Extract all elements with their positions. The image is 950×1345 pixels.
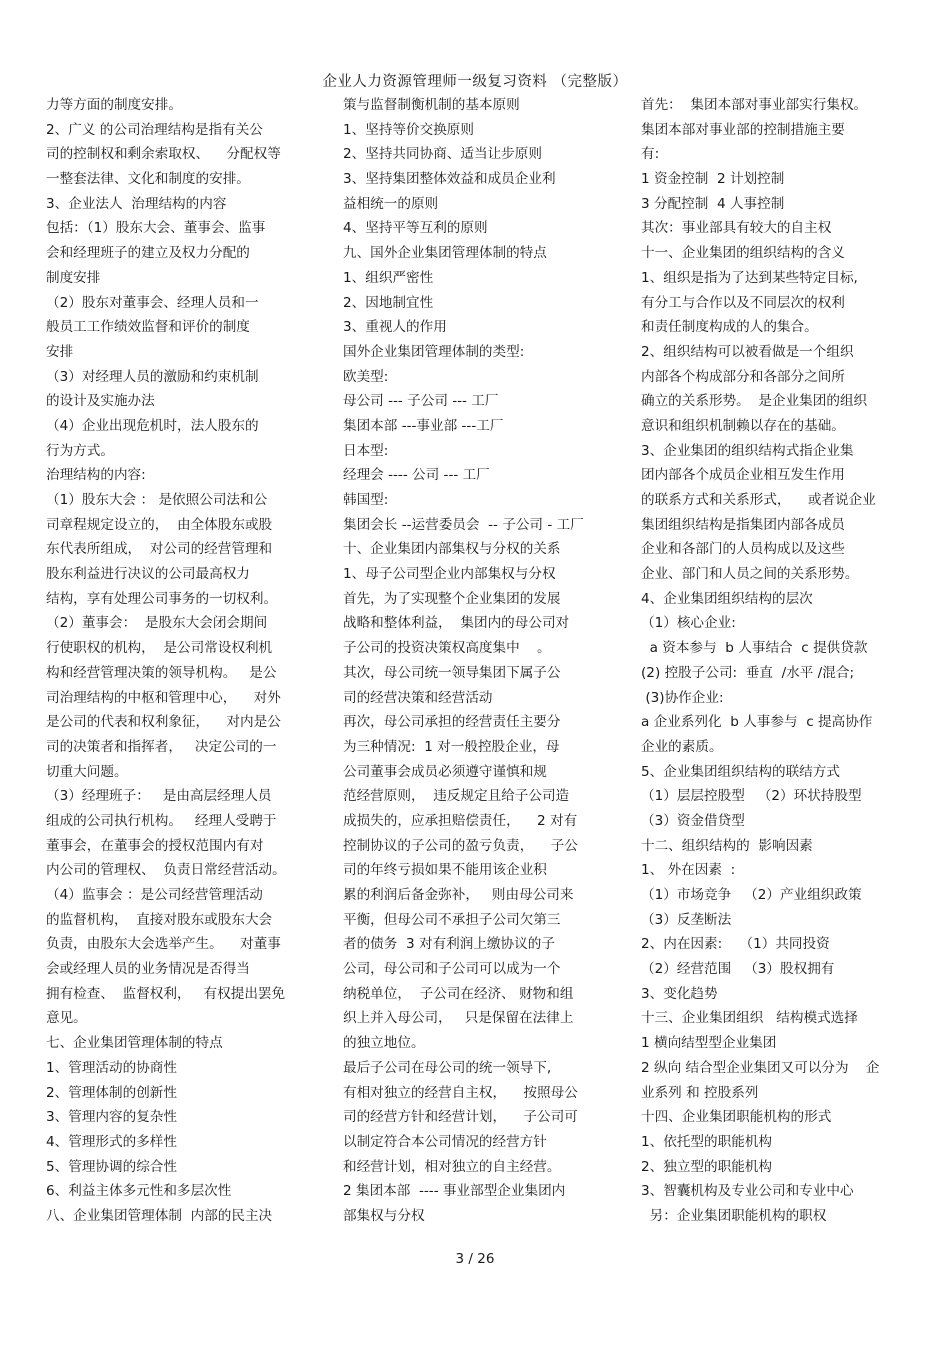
text-line: a 资本参与 b 人事结合 c 提供贷款 — [641, 640, 868, 657]
text-line: 再次，母公司承担的经营责任主要分 — [343, 714, 561, 731]
text-line: （3）经理班子： 是由高层经理人员 — [46, 788, 272, 805]
text-line: 十三、企业集团组织 结构模式选择 — [641, 1010, 858, 1027]
text-line: 2、坚持共同协商、适当让步原则 — [343, 146, 542, 163]
text-line: 1、组织是指为了达到某些特定目标, — [641, 269, 858, 286]
text-line: 的设计及实施办法 — [46, 393, 155, 410]
text-line: 意识和组织机制赖以存在的基础。 — [641, 417, 845, 434]
text-line: 织上并入母公司， 只是保留在法律上 — [343, 1010, 574, 1027]
text-line: 行为方式。 — [46, 442, 114, 459]
text-line: 董事会，在董事会的授权范围内有对 — [46, 837, 264, 854]
text-column-middle — [343, 93, 618, 1229]
text-line: 累的利润后备金弥补， 则由母公司来 — [343, 887, 574, 903]
text-line: 平衡，但母公司不承担子公司欠第三 — [343, 911, 561, 928]
text-line: 1、依托型的职能机构 — [641, 1133, 772, 1150]
text-line: 八、企业集团管理体制 内部的民主决 — [46, 1207, 273, 1224]
text-line: 2、广义 的公司治理结构是指有关公 — [46, 121, 263, 138]
text-line: 1、 外在因素 : — [641, 862, 736, 879]
text-line: 1、组织严密性 — [343, 269, 434, 286]
text-line: 2 集团本部 ---- 事业部型企业集团内 — [343, 1183, 566, 1200]
text-line: 2、管理体制的创新性 — [46, 1084, 177, 1101]
text-line: (3)协作企业: — [641, 689, 724, 706]
text-line: 日本型: — [343, 442, 389, 459]
text-line: 和责任制度构成的人的集合。 — [641, 319, 818, 336]
text-line: （1）层层控股型 （2）环状持股型 — [641, 788, 862, 805]
text-line: 确立的关系形势。 是企业集团的组织 — [641, 393, 868, 410]
text-line: 6、利益主体多元性和多层次性 — [46, 1183, 232, 1200]
text-line: 司治理结构的中枢和管理中心， 对外 — [46, 689, 281, 706]
text-line: 4、企业集团组织结构的层次 — [641, 590, 813, 607]
text-line: 拥有检查、 监督权利， 有权提出罢免 — [46, 985, 286, 1002]
text-line: 韩国型: — [343, 492, 389, 508]
text-line: 包括：（1）股东大会、董事会、监事 — [46, 220, 266, 237]
text-line: 1、管理活动的协商性 — [46, 1059, 177, 1076]
text-line: 结构，享有处理公司事务的一切权利。 — [46, 590, 278, 607]
text-line: 集团组织结构是指集团内部各成员 — [641, 516, 845, 533]
text-line: 意见。 — [46, 1010, 87, 1027]
text-line: （3）反垄断法 — [641, 911, 732, 928]
text-line: 其次：事业部具有较大的自主权 — [641, 220, 832, 237]
text-line: （3）对经理人员的激励和约束机制 — [46, 368, 259, 385]
text-line: 其次，母公司统一领导集团下属子公 — [343, 664, 561, 681]
text-line: 会和经理班子的建立及权力分配的 — [46, 245, 250, 262]
text-line: 十二、组织结构的 影响因素 — [641, 837, 813, 854]
text-line: 部集权与分权 — [343, 1207, 425, 1224]
text-line: 益相统一的原则 — [343, 195, 439, 212]
text-line: 司的控制权和剩余索取权、 分配权等 — [46, 146, 281, 163]
text-line: 的独立地位。 — [343, 1035, 425, 1052]
text-line: 治理结构的内容: — [46, 467, 146, 484]
text-line: 切重大问题。 — [46, 763, 128, 780]
text-line: 集团会长 --运营委员会 -- 子公司 - 工厂 — [343, 516, 584, 533]
text-line: 企业的素质。 — [641, 738, 723, 755]
text-line: 七、企业集团管理体制的特点 — [46, 1035, 223, 1052]
text-line: 子公司的投资决策权高度集中 。 — [343, 640, 551, 657]
text-line: 3、重视人的作用 — [343, 319, 447, 336]
text-line: 经理会 ---- 公司 --- 工厂 — [343, 467, 490, 484]
text-line: 控制协议的子公司的盈亏负责， 子公 — [343, 837, 578, 854]
text-line: 东代表所组成， 对公司的经营管理和 — [46, 541, 273, 558]
text-line: 5、企业集团组织结构的联结方式 — [641, 763, 840, 780]
text-line: 十一、企业集团的组织结构的含义 — [641, 245, 845, 262]
text-line: 战略和整体利益， 集团内的母公司对 — [343, 615, 570, 632]
text-line: 构和经营管理决策的领导机构。 是公 — [46, 664, 277, 681]
text-line: 的联系方式和关系形式， 或者说企业 — [641, 492, 876, 508]
text-column-right — [641, 93, 909, 1229]
text-line: 1 资金控制 2 计划控制 — [641, 171, 785, 188]
text-line: 有分工与合作以及不同层次的权利 — [641, 294, 845, 311]
text-line: （4）企业出现危机时，法人股东的 — [46, 417, 259, 434]
text-line: 有: — [641, 146, 660, 163]
text-line: 股东利益进行决议的公司最高权力 — [46, 566, 250, 583]
page-number: 3 / 26 — [455, 1251, 495, 1267]
text-line: 内部各个构成部分和各部分之间所 — [641, 368, 845, 385]
text-line: 一整套法律、文化和制度的安排。 — [46, 171, 250, 188]
text-line: 和经营计划，相对独立的自主经营。 — [343, 1158, 561, 1175]
document-title: 企业人力资源管理师一级复习资料 （完整版） — [322, 74, 628, 90]
text-line: 是公司的代表和权利象征， 对内是公 — [46, 714, 281, 731]
text-line: 1、母子公司型企业内部集权与分权 — [343, 566, 556, 583]
text-line: 首先： 集团本部对事业部实行集权。 — [641, 97, 868, 113]
text-line: 2、内在因素: （1）共同投资 — [641, 936, 830, 953]
text-line: 3、坚持集团整体效益和成员企业利 — [343, 171, 556, 188]
text-line: 2、独立型的职能机构 — [641, 1158, 772, 1175]
text-line: 企业、部门和人员之间的关系形势。 — [641, 566, 859, 583]
text-line: 有相对独立的经营自主权， 按照母公 — [343, 1084, 578, 1101]
text-line: 2、因地制宜性 — [343, 294, 434, 311]
text-line: 企业和各部门的人员构成以及这些 — [641, 541, 845, 558]
text-line: 策与监督制衡机制的基本原则 — [343, 97, 520, 113]
text-line: 司的年终亏损如果不能用该企业积 — [343, 862, 547, 879]
text-line: 1 横向结型型企业集团 — [641, 1035, 777, 1052]
text-line: 纳税单位， 子公司在经济、 财物和组 — [343, 985, 574, 1002]
text-line: 3、智囊机构及专业公司和专业中心 — [641, 1183, 854, 1200]
page-footer — [0, 1251, 950, 1267]
text-line: 1、坚持等价交换原则 — [343, 121, 474, 138]
text-line: （1）股东大会 ： 是依照公司法和公 — [46, 492, 268, 508]
text-line: 会或经理人员的业务情况是否得当 — [46, 961, 250, 978]
text-line: 3、管理内容的复杂性 — [46, 1109, 177, 1126]
text-line: 2、组织结构可以被看做是一个组织 — [641, 343, 854, 360]
text-line: 4、管理形式的多样性 — [46, 1133, 177, 1150]
text-line: （2）经营范围 （3）股权拥有 — [641, 961, 835, 978]
text-line: 制度安排 — [46, 269, 101, 286]
text-line: 公司董事会成员必须遵守谨慎和规 — [343, 763, 547, 780]
text-line: 集团本部对事业部的控制措施主要 — [641, 121, 845, 138]
text-line: 3 分配控制 4 人事控制 — [641, 195, 785, 212]
text-line: （2）股东对董事会、经理人员和一 — [46, 294, 259, 311]
text-line: （2）董事会： 是股东大会闭会期间 — [46, 615, 268, 632]
text-line: （1）市场竞争 （2）产业组织政策 — [641, 887, 862, 903]
text-line: 3、变化趋势 — [641, 985, 718, 1002]
page-header — [0, 70, 950, 91]
text-line: 3、企业集团的组织结构式指企业集 — [641, 442, 854, 459]
text-line: 4、坚持平等互利的原则 — [343, 220, 488, 237]
text-line: 母公司 --- 子公司 --- 工厂 — [343, 393, 499, 410]
text-line: 5、管理协调的综合性 — [46, 1158, 177, 1175]
text-line: 首先，为了实现整个企业集团的发展 — [343, 590, 561, 607]
text-line: 为三种情况: 1 对一般控股企业，母 — [343, 738, 560, 755]
text-line: 3、企业法人 治理结构的内容 — [46, 195, 227, 212]
text-line: 者的债务 3 对有利润上缴协议的子 — [343, 936, 555, 953]
text-line: (2) 控股子公司: 垂直 /水平 /混合; — [641, 664, 855, 681]
text-line: 负责，由股东大会选举产生。 对董事 — [46, 936, 281, 953]
text-line: 行使职权的机构， 是公司常设权利机 — [46, 640, 273, 657]
text-line: 团内部各个成员企业相互发生作用 — [641, 467, 845, 484]
text-line: （1）核心企业: — [641, 615, 736, 632]
text-line: 力等方面的制度安排。 — [46, 97, 182, 113]
text-line: （3）资金借贷型 — [641, 812, 745, 829]
text-line: 欧美型: — [343, 368, 389, 385]
text-line: 安排 — [46, 343, 74, 360]
text-line: 业系列 和 控股系列 — [641, 1084, 759, 1101]
text-line: 成损失的，应承担赔偿责任， 2 对有 — [343, 812, 578, 829]
text-line: 最后子公司在母公司的统一领导下, — [343, 1059, 552, 1076]
text-line: 司的经营方针和经营计划， 子公司可 — [343, 1109, 578, 1126]
text-line: 九、国外企业集团管理体制的特点 — [343, 245, 547, 262]
text-line: 般员工工作绩效监督和评价的制度 — [46, 319, 250, 336]
text-line: 司的经营决策和经营活动 — [343, 689, 493, 706]
text-line: 十、企业集团内部集权与分权的关系 — [343, 541, 561, 558]
text-line: 内公司的管理权、 负责日常经营活动。 — [46, 862, 286, 879]
text-line: a 企业系列化 b 人事参与 c 提高协作 — [641, 714, 873, 731]
text-line: 另：企业集团职能机构的职权 — [641, 1207, 827, 1224]
text-line: 公司，母公司和子公司可以成为一个 — [343, 961, 561, 978]
text-line: 国外企业集团管理体制的类型: — [343, 343, 525, 360]
text-line: 范经营原则， 违反规定且给子公司造 — [343, 788, 570, 805]
text-line: 司的决策者和指挥者， 决定公司的一 — [46, 738, 277, 755]
text-line: 集团本部 ---事业部 ---工厂 — [343, 417, 504, 434]
text-line: 2 纵向 结合型企业集团又可以分为 企 — [641, 1059, 880, 1076]
text-line: （4）监事会 ：是公司经营管理活动 — [46, 887, 263, 903]
text-line: 组成的公司执行机构。 经理人受聘于 — [46, 812, 277, 829]
text-column-left — [46, 93, 316, 1229]
text-line: 的监督机构， 直接对股东或股东大会 — [46, 911, 273, 928]
text-line: 司章程规定设立的， 由全体股东或股 — [46, 516, 273, 533]
text-line: 十四、企业集团职能机构的形式 — [641, 1109, 832, 1126]
text-line: 以制定符合本公司情况的经营方针 — [343, 1133, 547, 1150]
